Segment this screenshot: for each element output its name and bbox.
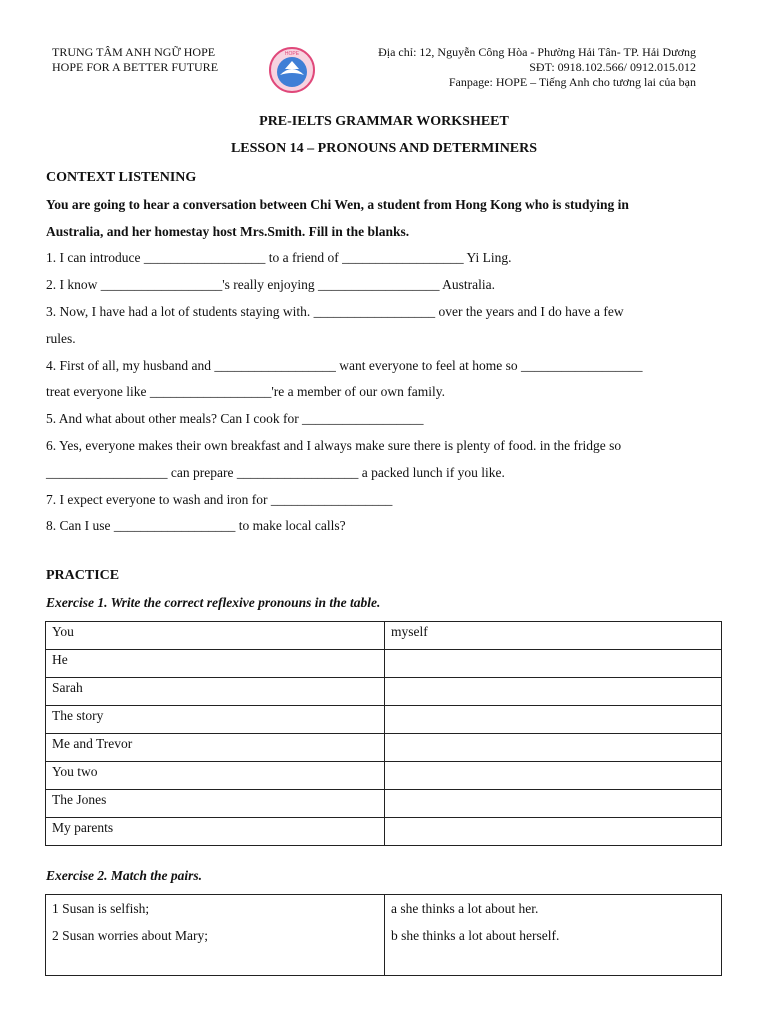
table-cell: My parents [46,818,385,846]
table-row [46,790,722,818]
intro-line-1: You are going to hear a conversation between Chi Wen, a student from Hong Kong who is studying in [46,196,629,212]
context-heading: CONTEXT LISTENING [46,170,197,185]
pair-option: a she thinks a lot about her. [391,901,539,916]
answer-cell[interactable] [385,818,722,846]
context-listening-section [46,165,716,540]
blank-line: 5. And what about other meals? Can I cook for __________________ [46,411,424,427]
table-row [46,650,722,678]
table-cell: He [46,650,385,678]
blank-line: 2. I know __________________'s really enjoying __________________ Australia. [46,277,496,293]
blank-line: treat everyone like __________________'re a member of our own family. [46,384,445,400]
center-name-line: TRUNG TÂM ANH NGỮ HOPE [52,45,216,59]
table-row [46,734,722,762]
right-column [385,895,722,976]
fanpage: Fanpage: HOPE – Tiếng Anh cho tương lai của bạn [448,75,696,89]
phone: SĐT: 0918.102.566/ 0912.015.012 [529,60,696,74]
exercise-1-title: Exercise 1. Write the correct reflexive pronouns in the table. [46,595,381,610]
pair-option: b she thinks a lot about herself. [391,928,560,943]
table-cell: Sarah [46,678,385,706]
table-row [46,622,722,650]
exercise-2-title: Exercise 2. Match the pairs. [46,868,203,883]
blank-line: __________________ can prepare __________________ a packed lunch if you like. [46,464,505,480]
answer-cell[interactable] [385,790,722,818]
answer-cell[interactable] [385,650,722,678]
intro-line-2: Australia, and her homestay host Mrs.Smith. Fill in the blanks. [46,223,410,239]
pair-item: 2 Susan worries about Mary; [52,928,208,943]
center-slogan: HOPE FOR A BETTER FUTURE [52,60,219,74]
hope-logo [268,45,316,95]
answer-cell[interactable]: myself [385,622,722,650]
blank-line: 3. Now, I have had a lot of students staying with. __________________ over the years and I do have a few [46,303,624,319]
table-cell: You two [46,762,385,790]
blank-line: rules. [46,330,76,346]
lesson-title: LESSON 14 – PRONOUNS AND DETERMINERS [230,141,538,156]
answer-cell[interactable] [385,762,722,790]
table-cell: The Jones [46,790,385,818]
blank-line: 6. Yes, everyone makes their own breakfast and I always make sure there is plenty of food. in the fridge so [46,437,622,453]
blank-line: 1. I can introduce __________________ to a friend of __________________ Yi Ling. [46,250,512,266]
blank-line: 4. First of all, my husband and __________________ want everyone to feel at home so __________________ [46,357,643,373]
logo-text: HOPE [284,51,300,57]
table-row [46,895,722,976]
answer-cell[interactable] [385,734,722,762]
answer-cell[interactable] [385,678,722,706]
table-row [46,678,722,706]
address: Địa chỉ: 12, Nguyễn Công Hòa - Phường Hải Tân- TP. Hải Dương [378,45,696,59]
contact-info [378,45,696,90]
practice-heading: PRACTICE [46,568,120,583]
table-cell: The story [46,706,385,734]
blank-line: 8. Can I use __________________ to make local calls? [46,518,346,534]
table-cell: Me and Trevor [46,734,385,762]
table-row [46,762,722,790]
left-column [46,895,385,976]
reflexive-pronoun-table [45,621,722,846]
center-name [52,45,218,75]
worksheet-title: PRE-IELTS GRAMMAR WORKSHEET [259,114,509,129]
blank-line: 7. I expect everyone to wash and iron for __________________ [46,491,393,507]
table-row [46,818,722,846]
pair-item: 1 Susan is selfish; [52,901,150,916]
answer-cell[interactable] [385,706,722,734]
table-row [46,706,722,734]
table-cell: You [46,622,385,650]
match-pairs-table [45,894,722,976]
